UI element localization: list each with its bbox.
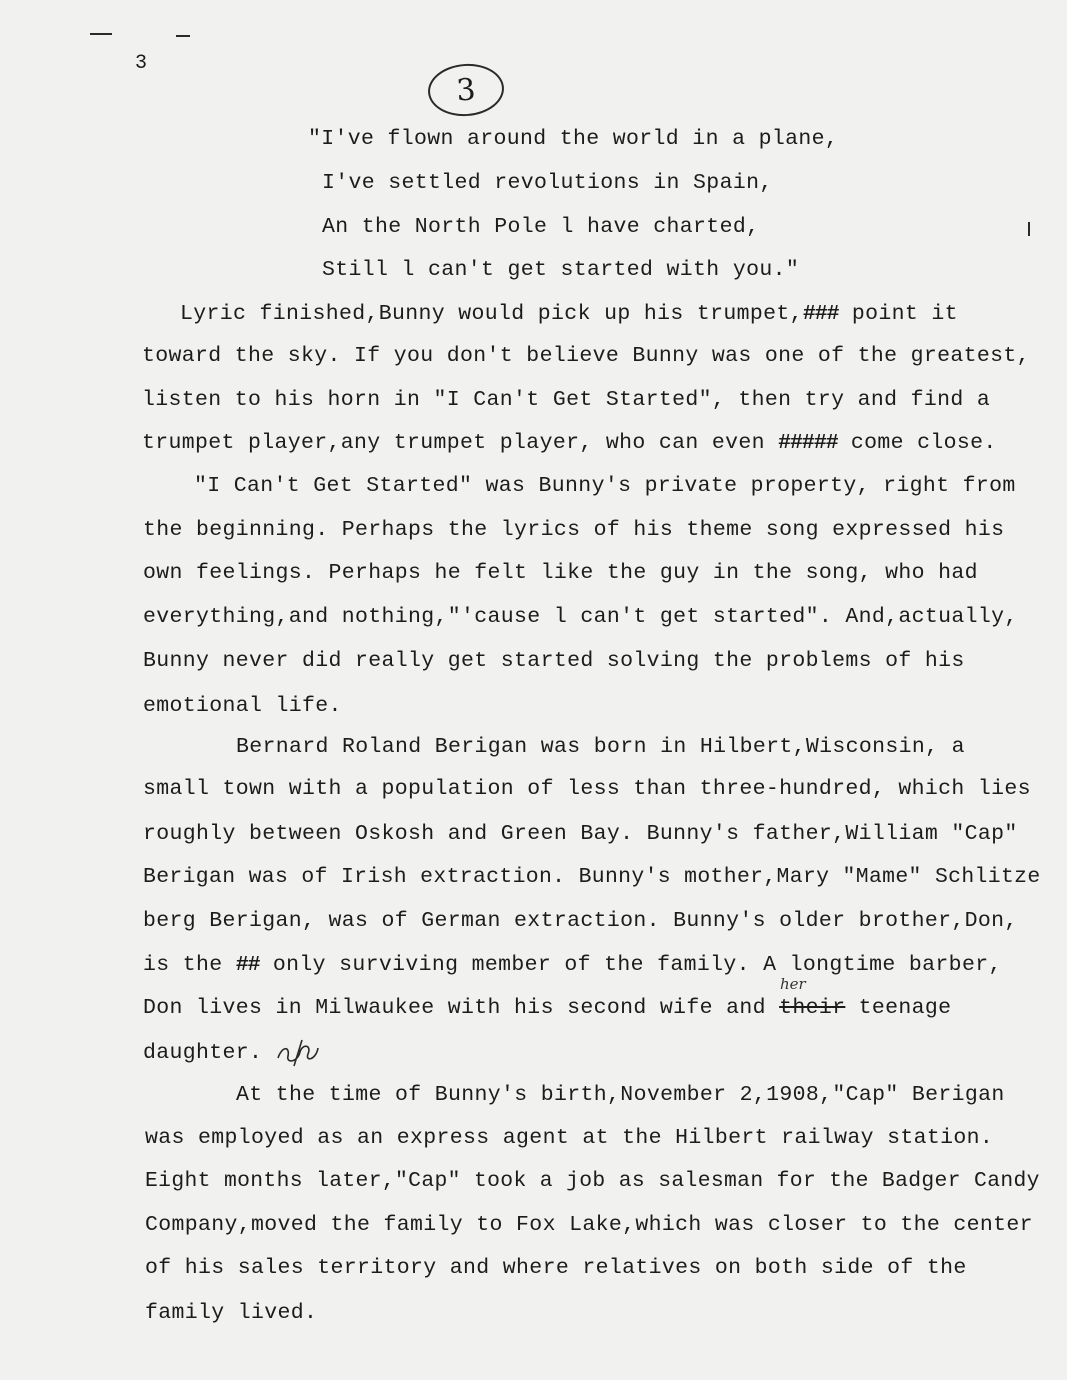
typed-over-characters: #####	[778, 431, 838, 455]
text-line: daughter.	[143, 1041, 263, 1065]
handwritten-squiggle	[272, 1036, 324, 1070]
text-line: berg Berigan, was of German extraction. Bunny's older brother,Don,	[143, 909, 1018, 933]
text-line: At the time of Bunny's birth,November 2,1908,"Cap" Berigan	[236, 1083, 1005, 1107]
text-line: small town with a population of less than three-hundred, which lies	[143, 777, 1031, 801]
circled-page-number-text: 3	[455, 71, 477, 109]
text-line: Berigan was of Irish extraction. Bunny's mother,Mary "Mame" Schlitze	[143, 865, 1041, 889]
stray-mark	[90, 33, 112, 35]
text-line: Bunny never did really get started solving the problems of his	[143, 649, 965, 673]
text-line: the beginning. Perhaps the lyrics of his theme song expressed his	[143, 518, 1005, 542]
text-line: "I Can't Get Started" was Bunny's private property, right from	[194, 474, 1016, 498]
text-line: Eight months later,"Cap" took a job as salesman for the Badger Candy	[145, 1169, 1040, 1193]
text-line: Bernard Roland Berigan was born in Hilbert,Wisconsin, a	[236, 735, 965, 759]
typed-over-characters: ##	[235, 953, 260, 977]
page-number: 3	[135, 52, 148, 75]
struck-word: their	[779, 996, 846, 1020]
text-line: trumpet player,any trumpet player, who can even ##### come close.	[142, 431, 997, 455]
stray-mark	[1028, 222, 1030, 236]
lyric-line: An the North Pole l have charted,	[322, 215, 760, 239]
text-line: Lyric finished,Bunny would pick up his trumpet,### point it	[180, 302, 958, 326]
text-line: roughly between Oskosh and Green Bay. Bunny's father,William "Cap"	[143, 822, 1018, 846]
typed-over-characters: ###	[802, 302, 839, 326]
text-line: emotional life.	[143, 694, 342, 718]
lyric-line: "I've flown around the world in a plane,	[308, 127, 839, 151]
text-line: toward the sky. If you don't believe Bunny was one of the greatest,	[142, 344, 1030, 368]
text-line: was employed as an express agent at the Hilbert railway station.	[145, 1126, 994, 1150]
stray-mark	[176, 35, 190, 37]
text-line: own feelings. Perhaps he felt like the guy in the song, who had	[143, 561, 978, 585]
handwritten-insert: her	[780, 975, 806, 993]
text-line: of his sales territory and where relatives on both side of the	[145, 1256, 967, 1280]
text-line: is the ## only surviving member of the family. A longtime barber,	[143, 953, 1002, 977]
text-line: Don lives in Milwaukee with his second wife and their teenage	[143, 996, 952, 1020]
circled-page-number	[426, 61, 505, 118]
text-line: listen to his horn in "I Can't Get Started", then try and find a	[142, 388, 991, 412]
text-line: Company,moved the family to Fox Lake,which was closer to the center	[145, 1213, 1033, 1237]
lyric-line: Still l can't get started with you."	[322, 258, 800, 282]
text-line: everything,and nothing,"'cause l can't get started". And,actually,	[143, 605, 1018, 629]
lyric-line: I've settled revolutions in Spain,	[322, 171, 773, 195]
text-line: family lived.	[145, 1301, 318, 1325]
